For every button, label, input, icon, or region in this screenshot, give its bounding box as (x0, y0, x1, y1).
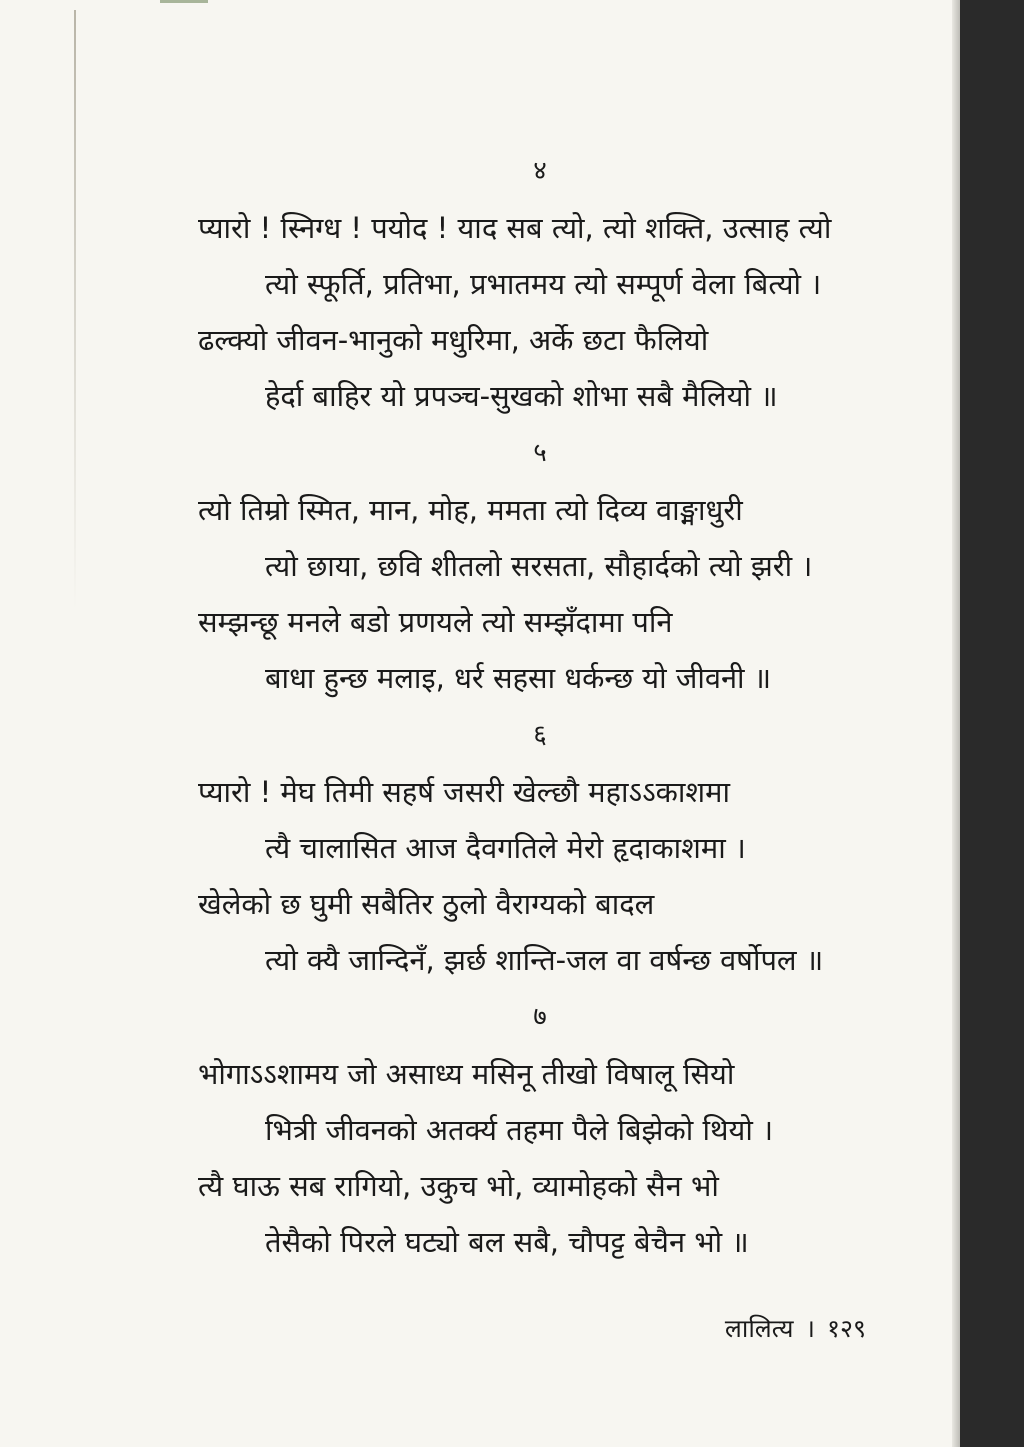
book-title: लालित्य (724, 1314, 794, 1343)
verse-line: त्यै चालासित आज दैवगतिले मेरो हृदाकाशमा । (265, 831, 746, 865)
verse-line: भोगाऽऽशामय जो असाध्य मसिनू तीखो विषालू सियो (198, 1057, 735, 1091)
page-edge-mark (160, 0, 208, 3)
verse-line: भित्री जीवनको अतर्क्य तहमा पैले बिझेको थियो । (265, 1113, 774, 1147)
verse-line: त्यो छाया, छवि शीतलो सरसता, सौहार्दको त्यो झरी । (265, 549, 813, 583)
stanza-number: ४ (533, 156, 547, 186)
verse-line: त्यै घाऊ सब रागियो, उकुच भो, व्यामोहको सैन भो (198, 1169, 719, 1203)
verse-line: हेर्दा बाहिर यो प्रपञ्च-सुखको शोभा सबै मैलियो ॥ (265, 379, 778, 413)
stanza-number: ५ (533, 438, 547, 468)
verse-line: प्यारो ! स्निग्ध ! पयोद ! याद सब त्यो, त्यो शक्ति, उत्साह त्यो (198, 211, 832, 245)
page-number: १२९ (826, 1314, 866, 1343)
page-footer (725, 1312, 866, 1346)
verse-line: तेसैको पिरले घट्यो बल सबै, चौपट्ट बेचैन भो ॥ (265, 1225, 749, 1259)
verse-line: त्यो तिम्रो स्मित, मान, मोह, ममता त्यो दिव्य वाङ्माधुरी (198, 493, 743, 527)
verse-line: सम्झन्छू मनले बडो प्रणयले त्यो सम्झँदामा पनि (198, 605, 673, 639)
verse-line: खेलेको छ घुमी सबैतिर ठुलो वैराग्यको बादल (198, 887, 655, 921)
stanza-number: ६ (533, 720, 547, 750)
footer-separator: । (805, 1314, 815, 1343)
verse-line: प्यारो ! मेघ तिमी सहर्ष जसरी खेल्छौ महाऽऽकाशमा (198, 775, 730, 809)
page-edge-shadow (952, 0, 960, 1447)
verse-line: ढल्क्यो जीवन-भानुको मधुरिमा, अर्के छटा फैलियो (198, 323, 709, 357)
verse-line: त्यो स्फूर्ति, प्रतिभा, प्रभातमय त्यो सम्पूर्ण वेला बित्यो । (265, 267, 822, 301)
stanza-number: ७ (533, 1002, 547, 1032)
page-margin-mark (74, 10, 76, 610)
verse-line: बाधा हुन्छ मलाइ, धर्र सहसा धर्कन्छ यो जीवनी ॥ (265, 661, 772, 695)
verse-line: त्यो क्यै जान्दिनँ, झर्छ शान्ति-जल वा वर्षन्छ वर्षोपल ॥ (265, 943, 824, 977)
